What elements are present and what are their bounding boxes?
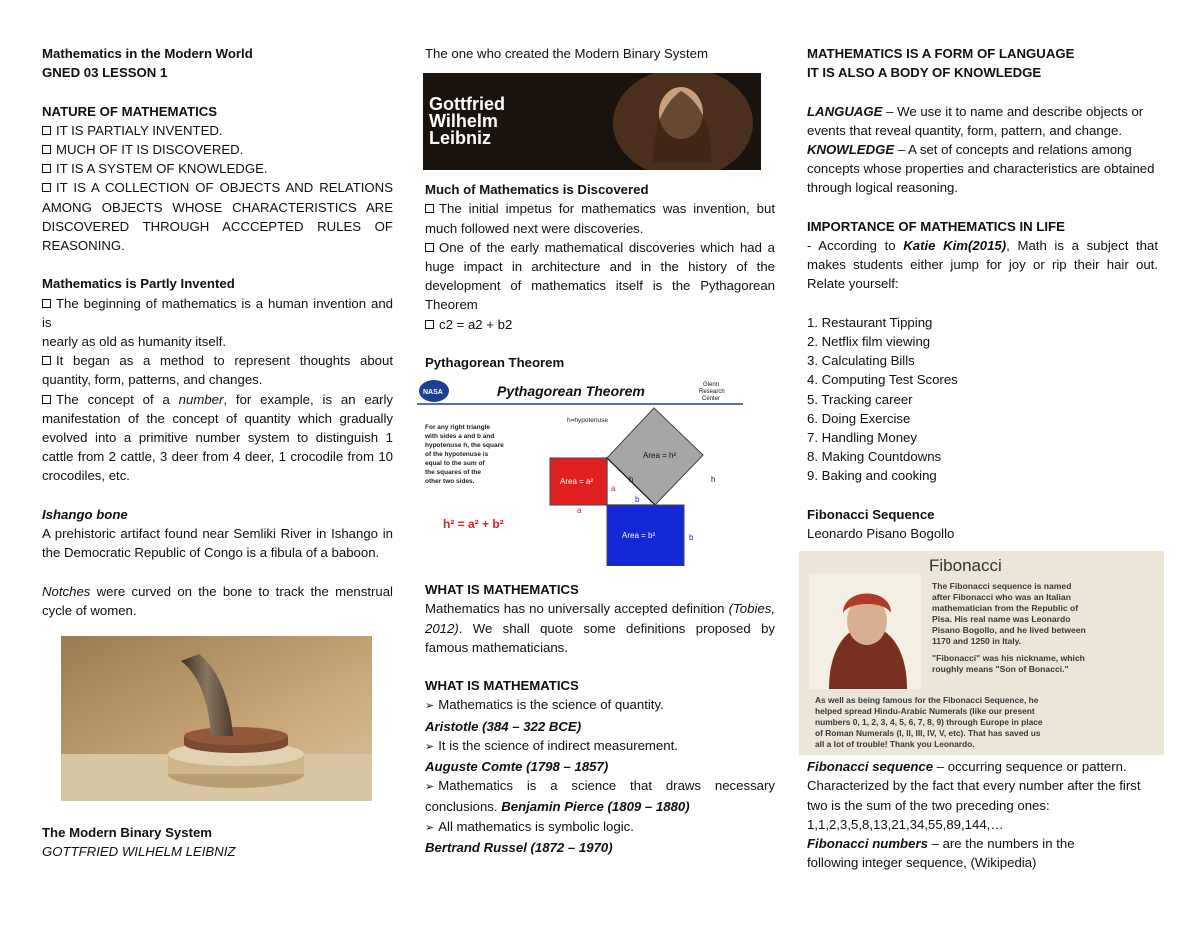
svg-text:Area = a²: Area = a² bbox=[560, 477, 594, 487]
svg-text:h: h bbox=[629, 475, 634, 485]
ishango-heading: Ishango bone bbox=[42, 506, 128, 522]
arrow-bullet-icon: ➢ bbox=[425, 740, 435, 753]
definition-4: ➢ All mathematics is symbolic logic. bbox=[425, 817, 775, 838]
svg-text:of Roman Numerals (I, II, III,: of Roman Numerals (I, II, III, IV, V, etc). That has saved us bbox=[815, 728, 1041, 739]
language-heading-1: MATHEMATICS IS A FORM OF LANGUAGE bbox=[807, 46, 1075, 61]
svg-text:b: b bbox=[635, 495, 640, 505]
definition-1: ➢ Mathematics is the science of quantity. bbox=[425, 695, 775, 716]
checkbox-bullet-icon bbox=[42, 356, 51, 365]
svg-text:"Fibonacci" was his nickname,: "Fibonacci" was his nickname, which bbox=[932, 653, 1085, 664]
numbers-definition: Fibonacci numbers – are the numbers in the bbox=[807, 836, 1075, 852]
numbers-definition-2: following integer sequence, (Wikipedia) bbox=[807, 855, 1037, 871]
pythagorean-figure bbox=[417, 378, 775, 566]
author-4: Bertrand Russel (1872 – 1970) bbox=[425, 839, 613, 855]
svg-text:numbers 0, 1, 2, 3, 4, 5, 6, 7: numbers 0, 1, 2, 3, 4, 5, 6, 7, 8, 9) through Europe in place bbox=[815, 717, 1043, 728]
column-left bbox=[42, 44, 393, 861]
svg-text:Center: Center bbox=[702, 396, 721, 403]
formula-line: c2 = a2 + b2 bbox=[425, 315, 775, 334]
svg-text:Research: Research bbox=[699, 389, 725, 396]
svg-text:mathematician from the Republi: mathematician from the Republic of bbox=[932, 603, 1079, 614]
svg-text:a: a bbox=[611, 484, 616, 494]
creator-line: The one who created the Modern Binary System bbox=[425, 46, 708, 61]
fig-title: Pythagorean Theorem bbox=[497, 383, 645, 400]
fibonacci-heading: Fibonacci Sequence bbox=[807, 506, 935, 522]
svg-text:h: h bbox=[711, 475, 716, 485]
binary-name: GOTTFRIED WILHELM LEIBNIZ bbox=[42, 844, 236, 860]
checkbox-bullet-icon bbox=[42, 145, 51, 154]
svg-text:after Fibonacci who was an Ita: after Fibonacci who was an Italian bbox=[932, 592, 1071, 603]
fibonacci-name: Leonardo Pisano Bogollo bbox=[807, 526, 955, 542]
definition-3: ➢ Mathematics is a science that draws necessary conclusions. Benjamin Pierce (1809 – 1880) bbox=[425, 778, 775, 815]
author-2: Auguste Comte (1798 – 1857) bbox=[425, 759, 609, 775]
list-item: 4. Computing Test Scores bbox=[807, 372, 958, 388]
fibonacci-card bbox=[799, 551, 1158, 755]
svg-text:a: a bbox=[577, 506, 582, 516]
knowledge-definition: KNOWLEDGE – A set of concepts and relations among concepts whose properties and characteristics are obtained through logical reasoning. bbox=[807, 142, 1155, 196]
list-item: IT IS A COLLECTION OF OBJECTS AND RELATIONS AMONG OBJECTS WHOSE CHARACTERISTICS ARE DISCOVERED THROUGH ACCCEPTED RULES OF REASONING. bbox=[42, 180, 393, 254]
banner-line-2: Wilhelm bbox=[429, 111, 498, 132]
ishango-text: A prehistoric artifact found near Semliki River in Ishango in the Democratic Republic of Congo is a fibula of a baboon. bbox=[42, 526, 393, 561]
checkbox-bullet-icon bbox=[425, 243, 434, 252]
what-heading-2: WHAT IS MATHEMATICS bbox=[425, 678, 579, 694]
list-item: 1. Restaurant Tipping bbox=[807, 314, 933, 330]
binary-heading: The Modern Binary System bbox=[42, 825, 213, 841]
list-item: IT IS PARTIALY INVENTED. bbox=[42, 121, 393, 140]
invented-paragraph-3: The concept of a number, for example, is an early manifestation of the concept of quantity which gradually evolved into a primitive number system to distinguish 1 cattle from 2 cattle, 3 deer from 4 deer, 1 crocodile from 10 crocodiles, etc. bbox=[42, 391, 393, 484]
checkbox-bullet-icon bbox=[425, 204, 434, 213]
svg-text:hypotenuse h, the square: hypotenuse h, the square bbox=[425, 442, 504, 450]
svg-text:roughly means "Son of Bonacci.: roughly means "Son of Bonacci." bbox=[932, 664, 1069, 675]
banner-line-3: Leibniz bbox=[429, 128, 491, 149]
list-item: IT IS A SYSTEM OF KNOWLEDGE. bbox=[42, 159, 393, 178]
svg-text:all a lot of trouble! Thank yo: all a lot of trouble! Thank you Leonardo. bbox=[815, 739, 975, 750]
svg-text:helped spread Hindu-Arabic Num: helped spread Hindu-Arabic Numerals (like our present bbox=[815, 706, 1035, 717]
ishango-bone-photo bbox=[61, 636, 393, 801]
what-paragraph: Mathematics has no universally accepted definition (Tobies, 2012). We shall quote some definitions proposed by famous mathematicians. bbox=[425, 601, 775, 655]
discovered-heading: Much of Mathematics is Discovered bbox=[425, 182, 649, 198]
invented-paragraph-1: The beginning of mathematics is a human invention and is bbox=[42, 295, 393, 330]
invented-heading: Mathematics is Partly Invented bbox=[42, 276, 235, 292]
list-item: 6. Doing Exercise bbox=[807, 410, 911, 426]
sequence-values: 1,1,2,3,5,8,13,21,34,55,89,144,… bbox=[807, 816, 1004, 832]
svg-text:1170 and 1250 in Italy.: 1170 and 1250 in Italy. bbox=[932, 636, 1022, 647]
fig-formula: h² = a² + b² bbox=[443, 517, 504, 532]
list-item: 2. Netflix film viewing bbox=[807, 334, 931, 349]
notches-text: Notches were curved on the bone to track the menstrual cycle of women. bbox=[42, 583, 393, 618]
svg-text:NASA: NASA bbox=[423, 389, 443, 397]
checkbox-bullet-icon bbox=[42, 164, 51, 173]
svg-text:Area = b²: Area = b² bbox=[622, 531, 656, 541]
checkbox-bullet-icon bbox=[42, 299, 51, 308]
checkbox-bullet-icon bbox=[42, 395, 51, 404]
list-item: 5. Tracking career bbox=[807, 391, 913, 407]
svg-text:As well as being famous for th: As well as being famous for the Fibonacci Sequence, he bbox=[815, 695, 1039, 706]
list-item: MUCH OF IT IS DISCOVERED. bbox=[42, 140, 393, 159]
svg-text:b: b bbox=[689, 533, 694, 543]
svg-text:The Fibonacci sequence is name: The Fibonacci sequence is named bbox=[932, 581, 1072, 592]
card-title: Fibonacci bbox=[929, 556, 1002, 576]
svg-text:Glenn: Glenn bbox=[703, 382, 720, 389]
checkbox-bullet-icon bbox=[42, 183, 51, 192]
banner-line-1: Gottfried bbox=[429, 94, 505, 115]
arrow-bullet-icon: ➢ bbox=[425, 781, 435, 794]
discovered-paragraph-2: One of the early mathematical discoveries which had a huge impact in architecture and in the history of the development of mathematics itself is the Pythagorean Theorem bbox=[425, 239, 775, 313]
course-title: Mathematics in the Modern World bbox=[42, 46, 253, 61]
nature-heading: NATURE OF MATHEMATICS bbox=[42, 103, 218, 119]
svg-text:other two sides.: other two sides. bbox=[425, 478, 475, 486]
svg-text:Pisano Bogollo, and he lived b: Pisano Bogollo, and he lived between bbox=[932, 625, 1086, 636]
language-definition: LANGUAGE – We use it to name and describe objects or events that reveal quantity, form, pattern, and change. bbox=[807, 103, 1144, 138]
lesson-label: GNED 03 LESSON 1 bbox=[42, 65, 168, 81]
author-1: Aristotle (384 – 322 BCE) bbox=[425, 718, 582, 734]
svg-text:Area = h²: Area = h² bbox=[643, 451, 677, 461]
invented-paragraph-2: It began as a method to represent thoughts about quantity, form, patterns, and changes. bbox=[42, 353, 393, 388]
importance-heading: IMPORTANCE OF MATHEMATICS IN LIFE bbox=[807, 218, 1065, 234]
list-item: 9. Baking and cooking bbox=[807, 468, 937, 484]
svg-text:Pisa. His real name was Leonar: Pisa. His real name was Leonardo bbox=[932, 614, 1071, 625]
arrow-bullet-icon: ➢ bbox=[425, 821, 435, 834]
column-middle bbox=[425, 44, 775, 857]
arrow-bullet-icon: ➢ bbox=[425, 700, 435, 713]
card-paragraph-2 bbox=[932, 653, 1085, 674]
list-item: 3. Calculating Bills bbox=[807, 353, 915, 369]
sequence-definition: Fibonacci sequence – occurring sequence or pattern. Characterized by the fact that every number after the first two is the sum of the two preceding ones: bbox=[807, 759, 1141, 813]
checkbox-bullet-icon bbox=[425, 320, 434, 329]
list-item: 8. Making Countdowns bbox=[807, 449, 942, 465]
svg-text:the squares of the: the squares of the bbox=[425, 469, 481, 477]
svg-text:with sides a and b and: with sides a and b and bbox=[425, 433, 495, 441]
list-item: 7. Handling Money bbox=[807, 430, 917, 446]
language-heading-2: IT IS ALSO A BODY OF KNOWLEDGE bbox=[807, 65, 1042, 81]
svg-text:For any right triangle: For any right triangle bbox=[425, 424, 491, 432]
discovered-paragraph-1: The initial impetus for mathematics was invention, but much followed next were discoveries. bbox=[425, 201, 775, 236]
svg-text:h=hypotenuse: h=hypotenuse bbox=[567, 417, 609, 425]
importance-text: - According to Katie Kim(2015), Math is a subject that makes students either jump for joy or rip their hair out. Relate yourself: bbox=[807, 238, 1158, 292]
invented-paragraph-1b: nearly as old as humanity itself. bbox=[42, 334, 226, 350]
what-heading-1: WHAT IS MATHEMATICS bbox=[425, 582, 579, 598]
pythagorean-heading: Pythagorean Theorem bbox=[425, 355, 565, 371]
checkbox-bullet-icon bbox=[42, 126, 51, 135]
column-right bbox=[807, 44, 1158, 872]
svg-text:equal to the sum of: equal to the sum of bbox=[425, 460, 485, 468]
leibniz-banner bbox=[423, 73, 775, 170]
svg-text:of the hypotenuse is: of the hypotenuse is bbox=[425, 451, 489, 459]
definition-2: ➢ It is the science of indirect measurement. bbox=[425, 736, 775, 757]
